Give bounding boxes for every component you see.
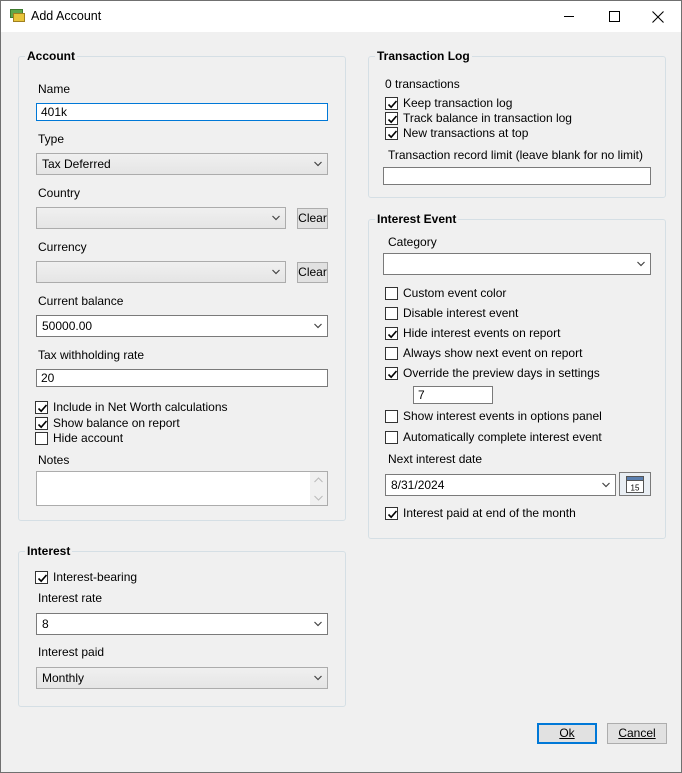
check-icon (37, 573, 48, 584)
currency-clear-button[interactable]: Clear (297, 262, 328, 283)
check-icon (37, 419, 48, 430)
cancel-button[interactable] (607, 723, 667, 744)
minimize-icon (564, 11, 575, 22)
checkbox-box[interactable] (385, 367, 398, 380)
chevron-down-icon (602, 482, 610, 488)
tax-withholding-input[interactable]: 20 (36, 369, 328, 387)
notes-scrollbar[interactable] (310, 472, 327, 505)
balance-label: Current balance (38, 294, 124, 308)
country-select[interactable] (36, 207, 286, 229)
auto-complete-checkbox[interactable] (385, 430, 602, 444)
money-app-icon (10, 9, 25, 22)
interest-rate-combo[interactable] (36, 613, 328, 635)
end-of-month-checkbox[interactable] (385, 506, 576, 520)
interest-group-title: Interest (27, 544, 71, 558)
category-label: Category (388, 235, 437, 249)
checkbox-box[interactable] (35, 432, 48, 445)
checkbox-box[interactable] (385, 431, 398, 444)
new-at-top-label: New transactions at top (403, 126, 529, 140)
transaction-log-group-title: Transaction Log (377, 49, 470, 63)
include-net-worth-checkbox[interactable] (35, 400, 228, 414)
chevron-down-icon (314, 161, 322, 167)
interest-event-group-title: Interest Event (377, 212, 457, 226)
checkbox-box[interactable] (385, 410, 398, 423)
cancel-button-label: Cancel (618, 726, 656, 740)
account-group-title: Account (27, 49, 75, 63)
checkbox-box[interactable] (385, 287, 398, 300)
type-label: Type (38, 132, 65, 146)
track-balance-checkbox[interactable] (385, 111, 572, 125)
show-balance-label: Show balance on report (53, 416, 180, 430)
country-clear-button[interactable]: Clear (297, 208, 328, 229)
window-title: Add Account (31, 9, 102, 23)
check-icon (387, 129, 398, 140)
track-balance-label: Track balance in transaction log (403, 111, 572, 125)
chevron-down-icon (637, 261, 645, 267)
checkbox-box[interactable] (385, 327, 398, 340)
check-icon (387, 509, 398, 520)
hide-events-label: Hide interest events on report (403, 326, 561, 340)
interest-event-group (368, 212, 666, 539)
preview-days-input[interactable]: 7 (413, 386, 493, 404)
auto-complete-label: Automatically complete interest event (403, 430, 602, 444)
notes-label: Notes (38, 453, 70, 467)
transaction-log-group (368, 49, 666, 198)
minimize-button[interactable] (546, 1, 592, 32)
show-options-panel-label: Show interest events in options panel (403, 409, 602, 423)
interest-group (18, 544, 346, 707)
show-balance-checkbox[interactable] (35, 416, 180, 430)
checkbox-box[interactable] (385, 307, 398, 320)
balance-combo[interactable] (36, 315, 328, 337)
chevron-down-icon (272, 215, 280, 221)
disable-event-label: Disable interest event (403, 306, 519, 320)
keep-log-label: Keep transaction log (403, 96, 513, 110)
new-at-top-checkbox[interactable] (385, 126, 528, 140)
category-combo[interactable] (383, 253, 651, 275)
custom-color-label: Custom event color (403, 286, 507, 300)
chevron-down-icon (272, 269, 280, 275)
check-icon (37, 403, 48, 414)
close-button[interactable] (635, 1, 681, 32)
show-options-panel-checkbox[interactable] (385, 409, 602, 423)
checkbox-box[interactable] (35, 401, 48, 414)
interest-bearing-label: Interest-bearing (53, 570, 138, 584)
ok-button[interactable] (537, 723, 597, 744)
scroll-up-icon[interactable] (314, 477, 323, 483)
maximize-icon (609, 11, 620, 22)
hide-account-checkbox[interactable] (35, 431, 123, 445)
chevron-down-icon (314, 323, 322, 329)
chevron-down-icon (314, 675, 322, 681)
notes-textarea[interactable] (36, 471, 328, 506)
close-icon (652, 11, 664, 23)
check-icon (387, 114, 398, 125)
account-group (18, 49, 346, 521)
record-limit-label: Transaction record limit (leave blank for no limit) (388, 148, 643, 162)
checkbox-box[interactable] (385, 112, 398, 125)
calendar-button[interactable] (619, 472, 651, 496)
checkbox-box[interactable] (35, 571, 48, 584)
checkbox-box[interactable] (385, 507, 398, 520)
type-select[interactable] (36, 153, 328, 175)
keep-log-checkbox[interactable] (385, 96, 512, 110)
scroll-down-icon[interactable] (314, 495, 323, 501)
calendar-icon (620, 473, 650, 495)
next-date-label: Next interest date (388, 452, 483, 466)
chevron-down-icon (314, 621, 322, 627)
override-preview-checkbox[interactable] (385, 366, 600, 380)
name-input[interactable]: 401k (36, 103, 328, 121)
always-show-next-label: Always show next event on report (403, 346, 583, 360)
tax-withholding-label: Tax withholding rate (38, 348, 145, 362)
interest-paid-value: Monthly (42, 671, 85, 685)
disable-event-checkbox[interactable] (385, 306, 518, 320)
currency-select[interactable] (36, 261, 286, 283)
override-preview-label: Override the preview days in settings (403, 366, 600, 380)
type-select-value: Tax Deferred (42, 157, 111, 171)
transaction-count: 0 transactions (385, 77, 460, 91)
hide-events-checkbox[interactable] (385, 326, 560, 340)
record-limit-input[interactable] (383, 167, 651, 185)
check-icon (387, 369, 398, 380)
include-net-worth-label: Include in Net Worth calculations (53, 400, 228, 414)
title-bar (1, 1, 681, 32)
calendar-day-text: 15 (630, 483, 640, 493)
currency-label: Currency (38, 240, 87, 254)
always-show-next-checkbox[interactable] (385, 346, 582, 360)
interest-bearing-checkbox[interactable] (35, 570, 137, 584)
checkbox-box[interactable] (385, 127, 398, 140)
ok-button-label: Ok (559, 726, 575, 740)
next-date-value: 8/31/2024 (391, 478, 445, 492)
checkbox-box[interactable] (385, 347, 398, 360)
country-label: Country (38, 186, 81, 200)
checkbox-box[interactable] (385, 97, 398, 110)
check-icon (387, 99, 398, 110)
interest-paid-label: Interest paid (38, 645, 105, 659)
hide-account-label: Hide account (53, 431, 124, 445)
maximize-button[interactable] (591, 1, 637, 32)
end-of-month-label: Interest paid at end of the month (403, 506, 576, 520)
interest-paid-select[interactable] (36, 667, 328, 689)
check-icon (387, 329, 398, 340)
next-date-picker[interactable] (385, 474, 616, 496)
name-label: Name (38, 82, 71, 96)
checkbox-box[interactable] (35, 417, 48, 430)
balance-value: 50000.00 (42, 319, 93, 333)
interest-rate-label: Interest rate (38, 591, 103, 605)
custom-color-checkbox[interactable] (385, 286, 506, 300)
interest-rate-value: 8 (42, 617, 49, 631)
